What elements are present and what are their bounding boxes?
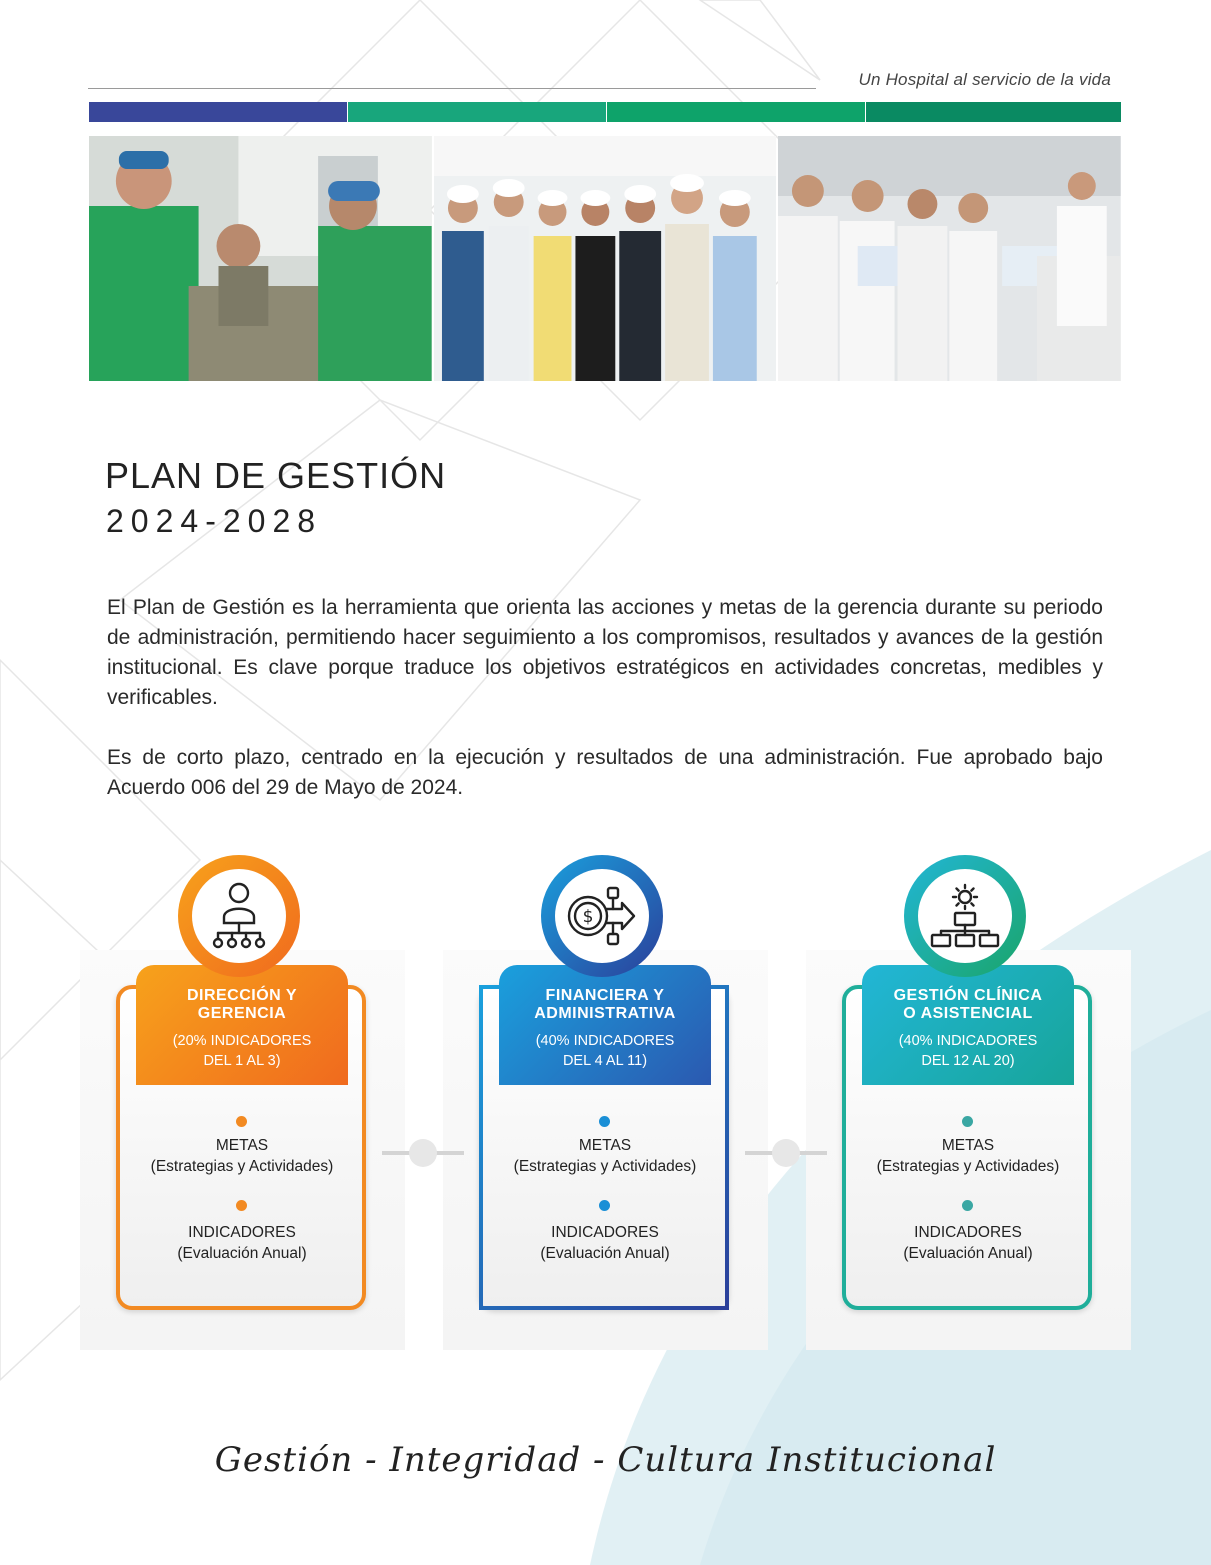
connector-2 xyxy=(745,1138,827,1168)
card-subtitle: (20% INDICADORES DEL 1 AL 3) xyxy=(172,1033,312,1069)
metas-label: METAS (Estrategias y Actividades) xyxy=(513,1137,697,1175)
card-title: GESTIÓN CLÍNICA O ASISTENCIAL xyxy=(893,987,1043,1022)
page-years: 2024-2028 xyxy=(106,503,323,539)
header-rule xyxy=(88,88,816,89)
card-title: FINANCIERA Y ADMINISTRATIVA xyxy=(534,987,676,1022)
indicadores-label: INDICADORES (Evaluación Anual) xyxy=(540,1224,670,1262)
photo-clinical-care xyxy=(89,136,432,381)
footer-motto: Gestión - Integridad - Cultura Institucional xyxy=(214,1440,997,1480)
card-direccion-gerencia xyxy=(114,855,374,1315)
metas-bullet xyxy=(962,1116,973,1127)
dollar-flow-icon xyxy=(566,885,638,947)
person-hierarchy-icon xyxy=(210,881,268,951)
metas-label: METAS (Estrategias y Actividades) xyxy=(150,1137,334,1175)
metas-bullet xyxy=(599,1116,610,1127)
indicadores-label: INDICADORES (Evaluación Anual) xyxy=(903,1224,1033,1262)
svg-text:$: $ xyxy=(582,907,594,927)
card-title: DIRECCIÓN Y GERENCIA xyxy=(186,987,298,1022)
card-subtitle: (40% INDICADORES DEL 4 AL 11) xyxy=(535,1033,675,1069)
indicadores-bullet xyxy=(599,1200,610,1211)
gear-org-chart-icon xyxy=(929,883,1001,949)
card-icon-circle xyxy=(178,855,300,977)
indicadores-label: INDICADORES (Evaluación Anual) xyxy=(177,1224,307,1262)
page-title: PLAN DE GESTIÓN xyxy=(105,455,447,496)
card-gestion-clinica xyxy=(840,855,1100,1315)
indicadores-bullet xyxy=(962,1200,973,1211)
metas-bullet xyxy=(236,1116,247,1127)
photo-strip xyxy=(89,136,1121,381)
header-tagline: Un Hospital al servicio de la vida xyxy=(858,70,1111,89)
color-bar-segment-1 xyxy=(89,102,347,122)
indicadores-bullet xyxy=(236,1200,247,1211)
color-bar-segment-2 xyxy=(348,102,606,122)
photo-team-hardhats xyxy=(434,136,777,381)
card-icon-circle xyxy=(541,855,663,977)
color-bar-segment-4 xyxy=(866,102,1121,122)
card-icon-circle xyxy=(904,855,1026,977)
card-financiera-administrativa xyxy=(477,855,737,1315)
intro-paragraph: El Plan de Gestión es la herramienta que orienta las acciones y metas de la gerencia durante su periodo de administración, permitiendo hacer seguimiento a los compromisos, resultados y avances de la gestión institucional. Es clave porque traduce los objetivos estratégicos en actividades concretas, medibles y verificables. xyxy=(107,596,1103,709)
photo-nursing-staff xyxy=(778,136,1121,381)
card-subtitle: (40% INDICADORES DEL 12 AL 20) xyxy=(898,1033,1038,1069)
metas-label: METAS (Estrategias y Actividades) xyxy=(876,1137,1060,1175)
color-bar-segment-3 xyxy=(607,102,865,122)
approval-paragraph: Es de corto plazo, centrado en la ejecución y resultados de una administración. Fue aprobado bajo Acuerdo 006 del 29 de Mayo de 2024. xyxy=(107,746,1103,799)
connector-1 xyxy=(382,1138,464,1168)
